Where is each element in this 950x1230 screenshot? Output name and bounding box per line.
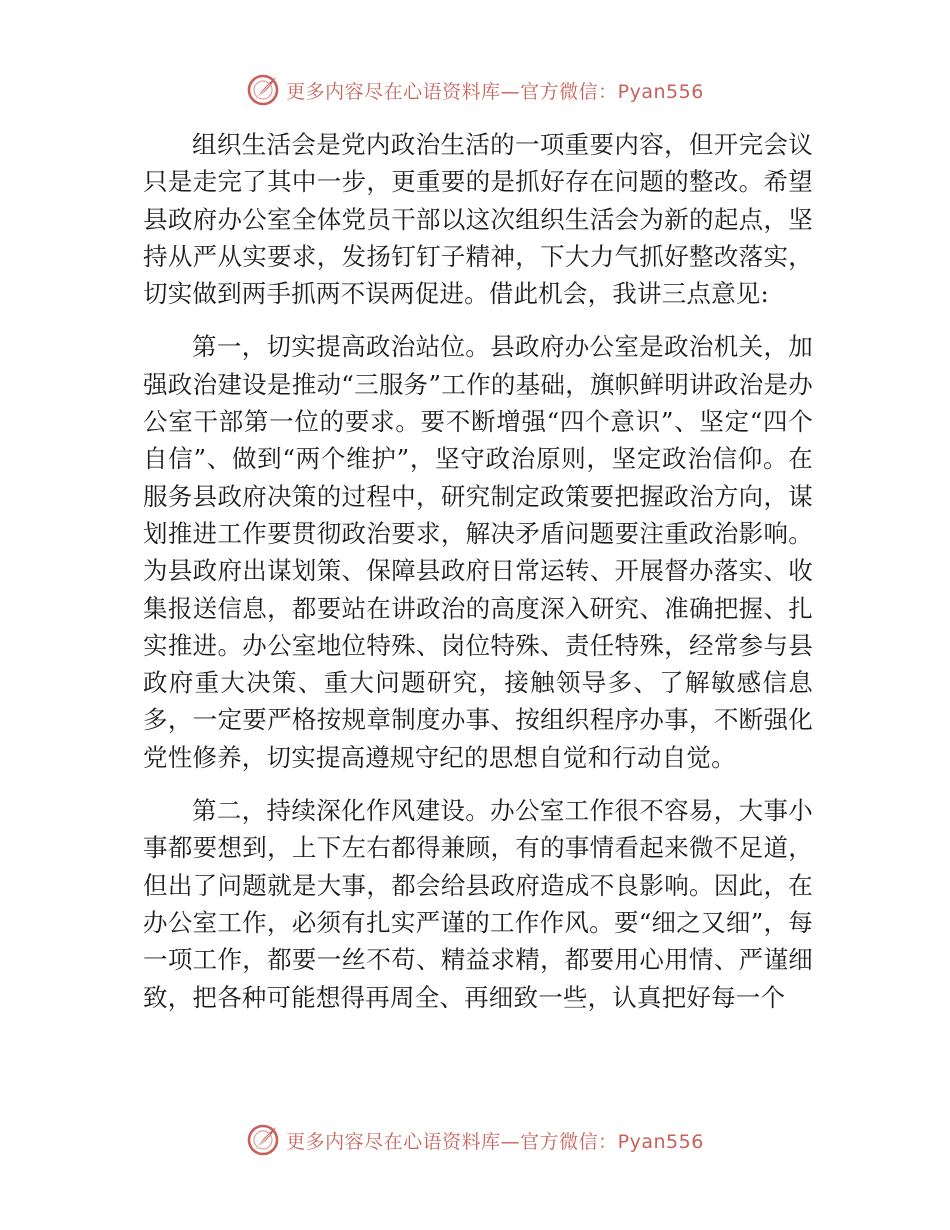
watermark-text: 更多内容尽在心语资料库—官方微信：Pyan556 — [286, 1130, 704, 1153]
feather-seal-icon — [246, 1123, 280, 1157]
paragraph-point-one: 第一，切实提高政治站位。县政府办公室是政治机关，加强政治建设是推动“三服务”工作的基础，旗帜鲜明讲政治是办公室干部第一位的要求。要不断增强“四个意识”、坚定“四个自信”、做到“两个维护”，坚守政治原则，坚定政治信仰。在服务县政府决策的过程中，研究制定政策要把握政治方向，谋划推进工作要贯彻政治要求，解决矛盾问题要注重政治影响。为县政府出谋划策、保障县政府日常运转、开展督办落实、收集报送信息，都要站在讲政治的高度深入研究、准确把握、扎实推进。办公室地位特殊、岗位特殊、责任特殊，经常参与县政府重大决策、重大问题研究，接触领导多、了解敏感信息多，一定要严格按规章制度办事、按组织程序办事，不断强化党性修养，切实提高遵规守纪的思想自觉和行动自觉。 — [143, 332, 813, 772]
feather-seal-icon — [246, 73, 280, 107]
document-body — [143, 126, 813, 1016]
watermark-text: 更多内容尽在心语资料库—官方微信：Pyan556 — [286, 80, 704, 103]
footer-watermark-inner — [246, 1123, 704, 1157]
header-watermark — [0, 70, 950, 110]
paragraph-point-two: 第二，持续深化作风建设。办公室工作很不容易，大事小事都要想到，上下左右都得兼顾，有的事情看起来微不足道，但出了问题就是大事，都会给县政府造成不良影响。因此，在办公室工作，必须有扎实严谨的工作作风。要“细之又细”，每一项工作，都要一丝不苟、精益求精，都要用心用情、严谨细致，把各种可能想得再周全、再细致一些，认真把好每一个 — [143, 796, 813, 1012]
header-watermark-inner — [246, 73, 704, 107]
footer-watermark — [0, 1120, 950, 1160]
paragraph-intro: 组织生活会是党内政治生活的一项重要内容，但开完会议只是走完了其中一步，更重要的是抓好存在问题的整改。希望县政府办公室全体党员干部以这次组织生活会为新的起点，坚持从严从实要求，发扬钉钉子精神，下大力气抓好整改落实，切实做到两手抓两不误两促进。借此机会，我讲三点意见: — [143, 130, 813, 309]
